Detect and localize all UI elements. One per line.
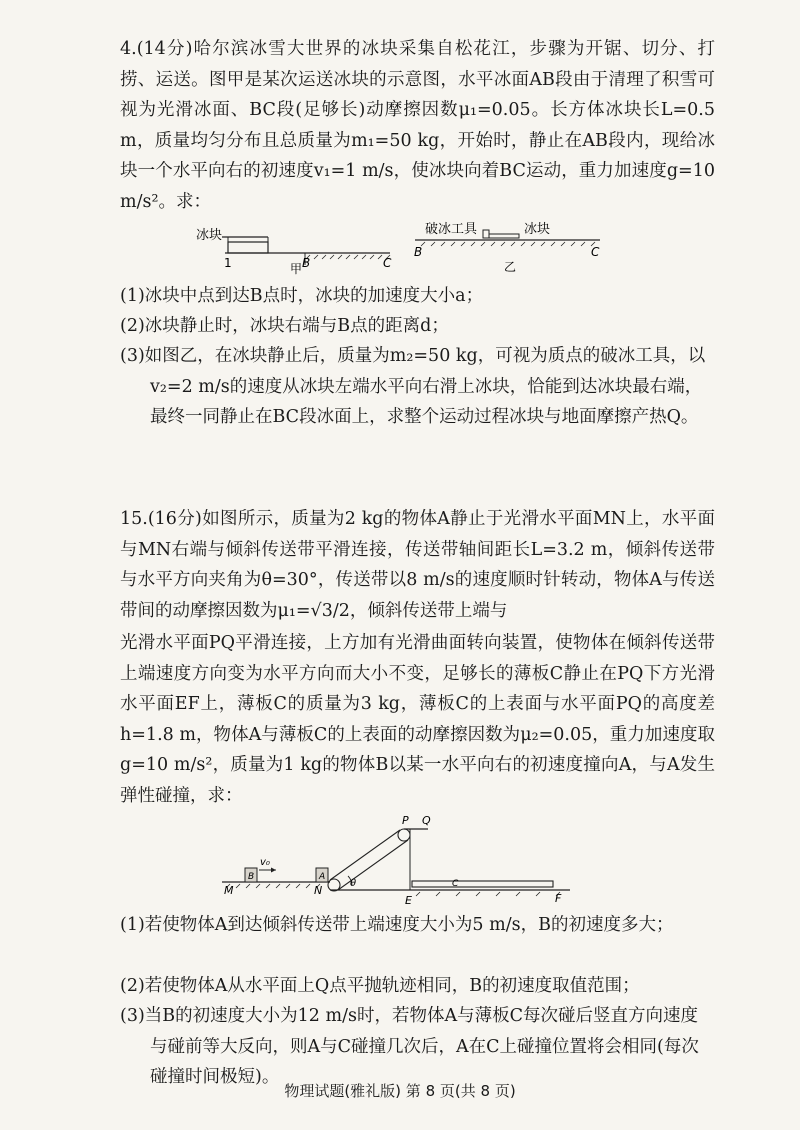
board-c [412,881,553,887]
q15-sub3: (3)当B的初速度大小为12 m/s时，若物体A与薄板C每次碰后竖直方向速度与碰前等大反向，则A与C碰撞几次后，A在C上碰撞位置将会相同(每次碰撞时间极短)。 [120,1006,699,1087]
block-b-label: B [248,872,255,882]
ice-block-b [489,234,519,238]
q14-sub1: (1)冰块中点到达B点时，冰块的加速度大小a； [120,286,484,306]
caption-yi: 乙 [504,260,517,274]
q14-sub2: (2)冰块静止时，冰块右端与B点的距离d； [120,316,449,336]
point-c-label-a: C [383,256,392,270]
point-p-label: P [402,814,409,827]
ice-label-b: 冰块 [524,222,551,237]
tool-label: 破冰工具 [425,222,478,237]
point-b-label-a: B [302,256,311,270]
q15-sub1: (1)若使物体A到达倾斜传送带上端速度大小为5 m/s，B的初速度多大； [120,915,674,935]
board-c-label: C [452,879,459,889]
q15-stem-b: 光滑水平面PQ平滑连接，上方加有光滑曲面转向装置，使物体在倾斜传送带上端速度方向变为水平方向而大小不变，足够长的薄板C静止在PQ下方光滑水平面EF上，薄板C的质量为3 kg，薄板C的上表面与水平面PQ的高度差h=1.8 m，物体A与薄板C的上表面的动摩擦因数为μ₂=0.05，重力加速度取g=10 m/s²，质量为1 kg的物体B以某一水平向右的初速度撞向A，与A发生弹性碰撞，求： [120,633,715,806]
point-m-label: M [224,884,234,897]
point-a-label: 1 [224,256,232,270]
point-q-label: Q [422,814,431,827]
q14-figure [0,215,800,275]
v0-label: v₀ [260,857,270,868]
point-c-label-b: C [591,245,600,259]
q15-sub2: (2)若使物体A从水平面上Q点平抛轨迹相同，B的初速度取值范围； [120,976,640,996]
theta-label: θ [350,878,357,889]
point-b-label-b: B [414,245,423,259]
ice-block-a [228,242,268,253]
page-footer: 物理试题(雅礼版) 第 8 页(共 8 页) [284,1082,516,1100]
q15-stem-a: 15.(16分)如图所示，质量为2 kg的物体A静止于光滑水平面MN上，水平面与MN右端与倾斜传送带平滑连接，传送带轴间距长L=3.2 m，倾斜传送带与水平方向夹角为θ=30°，传送带以8 m/s的速度顺时针转动，物体A与传送带间的动摩擦因数为μ₁=√3/2，倾斜传送带上端与 [120,509,715,621]
q14-stem: 4.(14分)哈尔滨冰雪大世界的冰块采集自松花江，步骤为开锯、切分、打捞、运送。图甲是某次运送冰块的示意图，水平冰面AB段由于清理了积雪可视为光滑冰面、BC段(足够长)动摩擦因数μ₁=0.05。长方体冰块长L=0.5 m，质量均匀分布且总质量为m₁=50 kg，开始时，静止在AB段内，现给冰块一个水平向右的初速度v₁=1 m/s，使冰块向着BC运动，重力加速度g=10 m/s²。求： [120,39,715,212]
ice-label-a: 冰块 [196,228,223,243]
block-a-label: A [319,872,326,882]
point-f-label: F [555,892,562,905]
ice-tool [483,230,489,238]
figure-jia [196,227,392,275]
point-e-label: E [405,894,412,907]
q15-figure [0,812,800,912]
caption-jia: 甲 [290,262,303,275]
figure-yi [414,221,600,274]
point-n-label: N [314,884,323,897]
q14-sub3: (3)如图乙，在冰块静止后，质量为m₂=50 kg，可视为质点的破冰工具，以v₂=2 m/s的速度从冰块左端水平向右滑上冰块，恰能到达冰块最右端，最终一同静止在BC段冰面上，求整个运动过程冰块与地面摩擦产热Q。 [120,346,706,427]
